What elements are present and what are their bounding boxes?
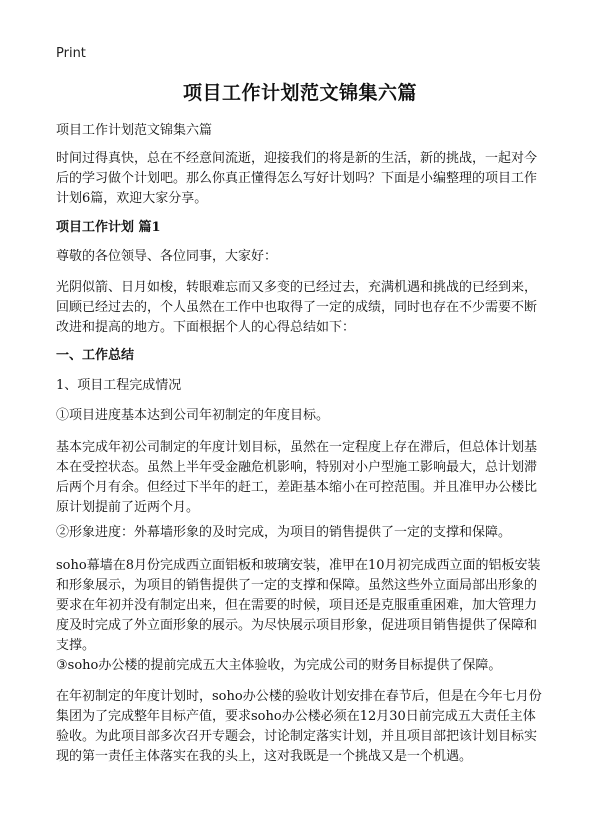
subtitle: 项目工作计划范文锦集六篇 xyxy=(56,123,213,138)
point-two-detail: soho幕墙在8月份完成西立面铝板和玻璃安装，准甲在10月初完成西立面的铝板安装和形象展示，为项目的销售提供了一定的支撑和保障。虽然这些外立面局部出形象的要求在年初并没有制定出来，但在需要的时候，项目还是克服重重困难，加大管理力度及时完成了外立面形象的展示。为尽快展示项目形象，促进项目销售提供了保障和支撑。 xyxy=(56,558,541,653)
opening-paragraph: 光阴似箭、日月如梭，转眼难忘而又多变的已经过去，充满机遇和挑战的已经到来，回顾已经过去的，个人虽然在工作中也取得了一定的成绩，同时也存在不少需要不断改进和提高的地方。下面根据个人的心得总结如下： xyxy=(56,280,538,335)
intro-paragraph: 时间过得真快，总在不经意间流逝，迎接我们的将是新的生活，新的挑战，一起对今后的学习做个计划吧。那么你真正懂得怎么写好计划吗？下面是小编整理的项目工作计划6篇，欢迎大家分享。 xyxy=(56,151,538,206)
greeting-paragraph: 尊敬的各位领导、各位同事，大家好： xyxy=(56,249,278,264)
point-three: ③soho办公楼的提前完成五大主体验收，为完成公司的财务目标提供了保障。 xyxy=(56,658,502,673)
point-one-detail: 基本完成年初公司制定的年度计划目标，虽然在一定程度上存在滞后，但总体计划基本在受控状态。虽然上半年受金融危机影响，特别对小户型施工影响最大，总计划滞后两个月有余。但经过下半年的赶工，差距基本缩小在可控范围。并且准甲办公楼比原计划提前了近两个月。 xyxy=(56,440,538,515)
point-three-detail: 在年初制定的年度计划时，soho办公楼的验收计划安排在春节后，但是在今年七月份集团为了完成整年目标产值，要求soho办公楼必须在12月30日前完成五大责任主体验收。为此项目部多次召开专题会，讨论制定落实计划，并且项目部把该计划目标实现的第一责任主体落实在我的头上，这对我既是一个挑战又是一个机遇。 xyxy=(56,689,542,764)
section-heading: 项目工作计划 篇1 xyxy=(56,220,161,235)
point-two: ②形象进度：外幕墙形象的及时完成，为项目的销售提供了一定的支撑和保障。 xyxy=(56,525,512,540)
page-title: 项目工作计划范文锦集六篇 xyxy=(182,82,417,104)
point-one: ①项目进度基本达到公司年初制定的年度目标。 xyxy=(56,408,330,423)
summary-heading: 一、工作总结 xyxy=(56,348,135,363)
print-label: Print xyxy=(56,46,86,61)
item-heading: 1、项目工程完成情况 xyxy=(56,378,182,393)
